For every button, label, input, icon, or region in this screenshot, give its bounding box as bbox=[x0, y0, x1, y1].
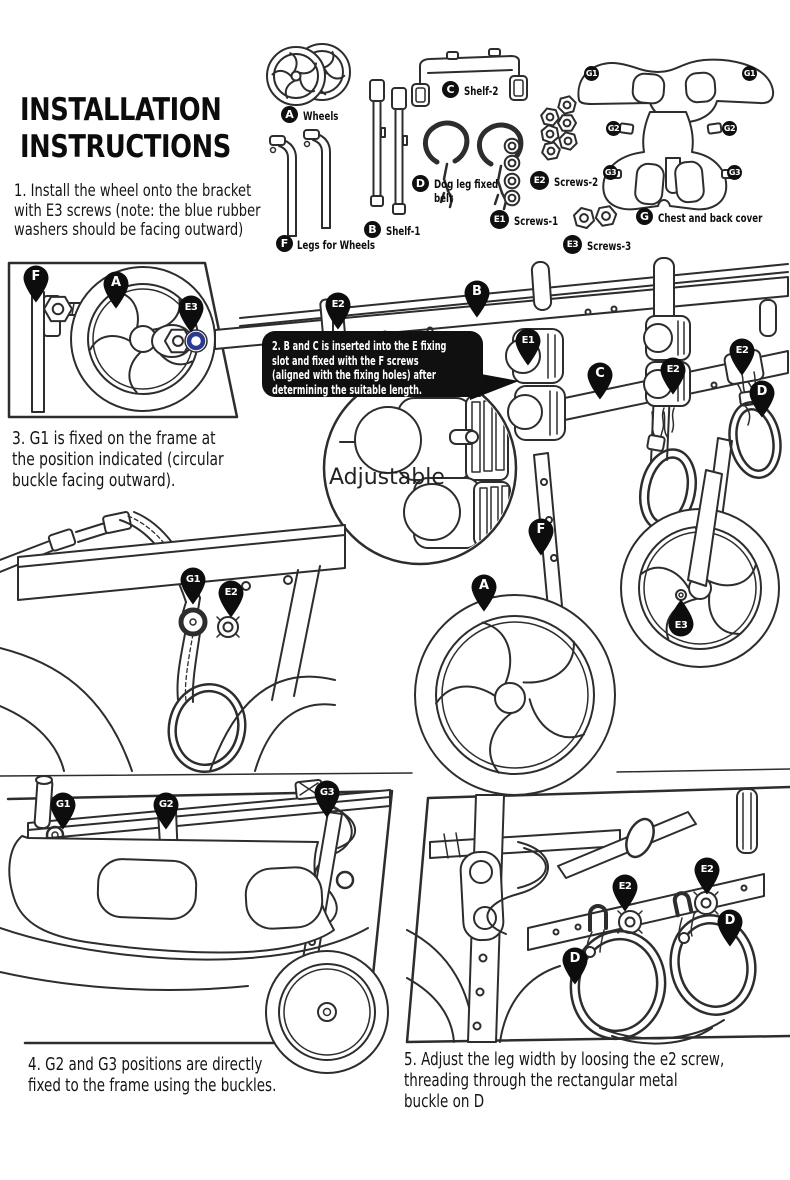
legend-badge-D: D bbox=[412, 175, 429, 192]
legend-badge-A: A bbox=[281, 106, 298, 123]
vest-badge-G2-right: G2 bbox=[722, 121, 737, 136]
step4-text: 4. G2 and G3 positions are directly fixed to the frame using the buckles. bbox=[28, 1055, 277, 1096]
legend-badge-C: C bbox=[442, 81, 459, 98]
pin-F-panel1: F bbox=[23, 265, 49, 303]
vest-badge-G3-right: G3 bbox=[727, 165, 742, 180]
screws-3-icon bbox=[572, 205, 618, 229]
legend-label-screws-2: Screws-2 bbox=[554, 175, 599, 189]
legend-label-chest-back-cover: Chest and back cover bbox=[658, 211, 763, 225]
pin-E3-panel1: E3 bbox=[178, 295, 204, 333]
screws-2-icon bbox=[539, 95, 579, 160]
pin-D-main: D bbox=[749, 380, 775, 418]
pin-A-panel1: A bbox=[103, 271, 129, 309]
map-pin-icon bbox=[668, 599, 694, 637]
wheels-icon bbox=[265, 44, 350, 109]
step2-callout: 2. B and C is inserted into the E fixing slot and fixed with the F screws (aligned with the fixing holes) after determining the suitable length. bbox=[262, 331, 483, 397]
vest-badge-G2-left: G2 bbox=[606, 121, 621, 136]
legend-badge-E1: E1 bbox=[490, 210, 509, 229]
pin-E2-main-1: E2 bbox=[325, 292, 351, 330]
screws-1-icon bbox=[505, 139, 520, 206]
pin-E2-main-3: E2 bbox=[729, 338, 755, 376]
legend-label-legs-for-wheels: Legs for Wheels bbox=[297, 238, 376, 252]
step5-text: 5. Adjust the leg width by loosing the e2 screw, threading through the rectangular metal buckle on D bbox=[404, 1050, 725, 1112]
legend-badge-B: B bbox=[364, 221, 381, 238]
pin-E2-step3: E2 bbox=[218, 580, 244, 618]
legend-badge-E3: E3 bbox=[563, 235, 582, 254]
pin-G1-step4: G1 bbox=[50, 792, 76, 830]
step3-text: 3. G1 is fixed on the frame at the position indicated (circular buckle facing outward). bbox=[12, 428, 224, 491]
vest-badge-G3-left: G3 bbox=[603, 165, 618, 180]
legend-label-screws-3: Screws-3 bbox=[587, 239, 632, 253]
pin-E1-main: E1 bbox=[515, 328, 541, 366]
pin-E3-main: E3 bbox=[668, 599, 694, 637]
legend-badge-E2: E2 bbox=[530, 171, 549, 190]
chest-back-cover-icon bbox=[578, 60, 773, 210]
pin-C-main: C bbox=[587, 362, 613, 400]
pin-E2-step5-1: E2 bbox=[612, 874, 638, 912]
pin-F-main: F bbox=[528, 518, 554, 556]
vest-badge-G1-left: G1 bbox=[584, 66, 599, 81]
pin-D-step5-2: D bbox=[717, 909, 743, 947]
pin-G3-step4: G3 bbox=[314, 780, 340, 818]
legend-label-wheels: Wheels bbox=[303, 109, 339, 123]
pin-A-main: A bbox=[471, 574, 497, 612]
legend-label-shelf-1: Shelf-1 bbox=[386, 224, 421, 238]
pin-G1-step3: G1 bbox=[180, 567, 206, 605]
step1-text: 1. Install the wheel onto the bracket with E3 screws (note: the blue rubber washers should be facing outward) bbox=[14, 181, 261, 240]
pin-E2-step5-2: E2 bbox=[694, 857, 720, 895]
pin-D-step5-1: D bbox=[562, 947, 588, 985]
legend-badge-G: G bbox=[636, 208, 653, 225]
section-divider bbox=[0, 769, 790, 776]
page-title: INSTALLATION INSTRUCTIONS bbox=[20, 92, 231, 165]
legend-label-dog-leg-belt-2: belt bbox=[434, 191, 454, 205]
legend-label-screws-1: Screws-1 bbox=[514, 214, 559, 228]
shelf-1-icon bbox=[370, 80, 407, 214]
pin-B-main: B bbox=[464, 280, 490, 318]
legend-badge-F: F bbox=[276, 235, 293, 252]
pin-E2-main-2: E2 bbox=[660, 357, 686, 395]
wheel-legs-icon bbox=[270, 130, 330, 236]
legend-label-dog-leg-belt-1: Dog leg fixed bbox=[434, 177, 499, 191]
adjustable-label: Adjustable bbox=[329, 465, 445, 490]
vest-badge-G1-right: G1 bbox=[742, 66, 757, 81]
pin-G2-step4: G2 bbox=[153, 792, 179, 830]
legend-label-shelf-2: Shelf-2 bbox=[464, 84, 499, 98]
step3-harness-diagram bbox=[0, 511, 345, 778]
